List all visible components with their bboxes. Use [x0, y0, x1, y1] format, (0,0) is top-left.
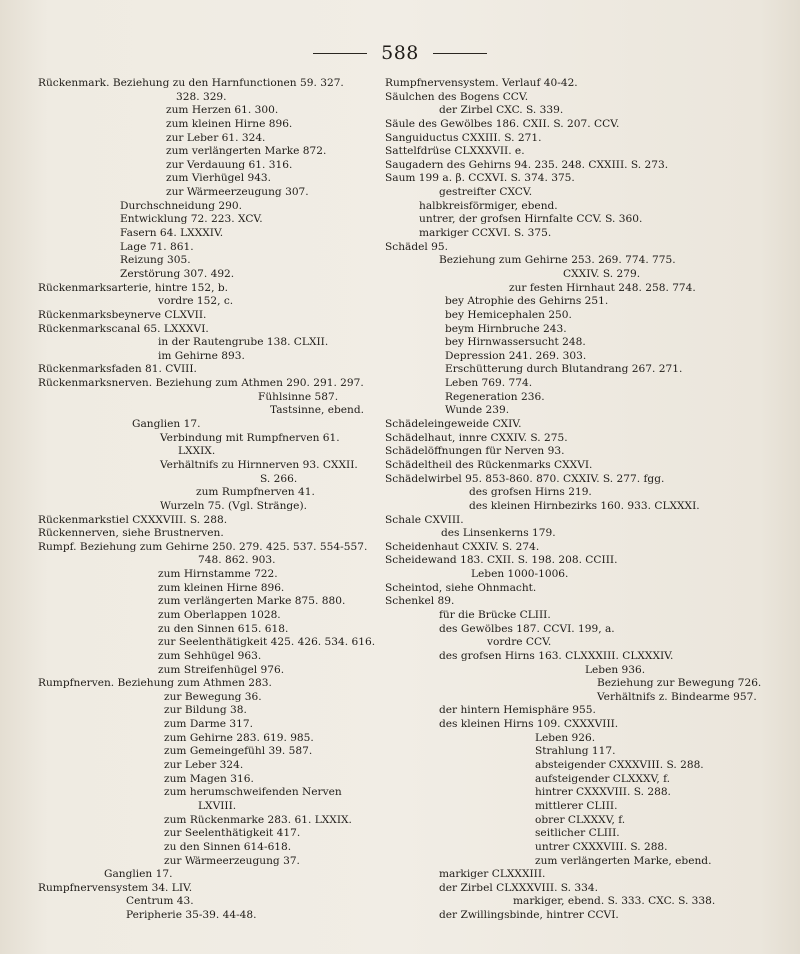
index-entry: hintrer CXXXVIII. S. 288.: [535, 786, 671, 799]
index-entry: Ganglien 17.: [104, 868, 173, 881]
page-header: [0, 40, 800, 66]
index-entry: zum Vierhügel 943.: [166, 172, 272, 185]
index-entry: Rückenmark. Beziehung zu den Harnfunctionen 59. 327.: [38, 77, 344, 89]
index-entry: des Linsenkerns 179.: [441, 527, 556, 540]
index-entry: zum Rückenmarke 283. 61. LXXIX.: [164, 813, 352, 826]
index-entry: Rückenmarksfaden 81. CVIII.: [38, 363, 197, 376]
index-entry: LXVIII.: [198, 799, 237, 812]
index-entry: Tastsinne, ebend.: [270, 404, 365, 417]
index-entry: S. 266.: [260, 472, 298, 485]
index-entry: zur Verdauung 61. 316.: [166, 158, 293, 171]
index-entry: zum Oberlappen 1028.: [158, 608, 281, 621]
index-entry: Rückenmarkscanal 65. LXXXVI.: [38, 322, 209, 335]
index-entry: zum Magen 316.: [164, 772, 254, 785]
index-entry: Schädeleingeweide CXIV.: [385, 418, 522, 431]
index-entry: des kleinen Hirns 109. CXXXVIII.: [439, 718, 619, 731]
index-entry: zum Rumpfnerven 41.: [196, 486, 315, 499]
index-entry: des Gewölbes 187. CCVI. 199, a.: [439, 622, 615, 635]
index-entry: Verbindung mit Rumpfnerven 61.: [160, 431, 340, 444]
index-entry: absteigender CXXXVIII. S. 288.: [535, 759, 704, 772]
index-entry: der Zirbel CLXXXVIII. S. 334.: [439, 881, 599, 894]
index-entry: des kleinen Hirnbezirks 160. 933. CLXXXI.: [469, 499, 700, 512]
index-entry: zum herumschweifenden Nerven: [164, 786, 342, 799]
index-entry: Fasern 64. LXXXIV.: [120, 227, 224, 240]
index-entry: markiger CCXVI. S. 375.: [419, 227, 552, 240]
index-entry: Rückenmarksarterie, hintre 152, b.: [38, 281, 228, 294]
index-entry: Rückenmarksbeynerve CLXVII.: [38, 308, 207, 321]
index-entry: Peripherie 35-39. 44-48.: [126, 909, 257, 922]
index-column-left: [38, 77, 378, 923]
index-entry: Schädelwirbel 95. 853-860. 870. CXXIV. S. 277. fgg.: [385, 472, 665, 485]
index-entry: vordre CCV.: [487, 636, 552, 649]
index-entry: zum Sehhügel 963.: [158, 649, 262, 662]
index-entry: Schenkel 89.: [385, 595, 455, 608]
index-entry: Leben 769. 774.: [445, 377, 533, 390]
index-entry: LXXIX.: [178, 445, 216, 458]
index-entry: vordre 152, c.: [158, 295, 234, 308]
index-entry: untrer CXXXVIII. S. 288.: [535, 840, 668, 853]
index-entry: Schädelöffnungen für Nerven 93.: [385, 445, 565, 458]
index-entry: zum verlängerten Marke 872.: [166, 145, 327, 158]
index-entry: Wurzeln 75. (Vgl. Stränge).: [160, 499, 307, 512]
index-entry: CXXIV. S. 279.: [563, 267, 641, 280]
index-entry: zum verlängerten Marke, ebend.: [535, 854, 712, 867]
index-entry: Scheidenhaut CXXIV. S. 274.: [385, 540, 540, 553]
index-entry: Regeneration 236.: [445, 390, 545, 403]
index-entry: Schale CXVIII.: [385, 513, 464, 526]
index-entry: zur Bewegung 36.: [164, 690, 262, 703]
index-entry: Sattelfdrüse CLXXXVII. e.: [385, 145, 525, 158]
index-entry: zur Wärmeerzeugung 37.: [164, 854, 300, 867]
index-entry: Centrum 43.: [126, 895, 194, 908]
index-entry: für die Brücke CLIII.: [439, 608, 551, 621]
index-entry: Leben 926.: [535, 731, 596, 744]
index-entry: Beziehung zur Bewegung 726.: [597, 677, 762, 690]
index-entry: der Zwillingsbinde, hintrer CCVI.: [439, 909, 619, 922]
index-entry: untrer, der grofsen Hirnfalte CCV. S. 360.: [419, 213, 643, 226]
index-entry: zur Wärmeerzeugung 307.: [166, 186, 309, 199]
index-entry: Rückenmarksnerven. Beziehung zum Athmen 290. 291. 297.: [38, 377, 364, 390]
index-entry: obrer CLXXXV, f.: [535, 813, 626, 826]
index-entry: Lage 71. 861.: [120, 240, 194, 253]
index-entry: der hintern Hemisphäre 955.: [439, 704, 596, 717]
index-entry: markiger, ebend. S. 333. CXC. S. 338.: [513, 895, 716, 908]
index-entry: mittlerer CLIII.: [535, 799, 618, 812]
index-entry: halbkreisförmiger, ebend.: [419, 199, 558, 212]
index-entry: Sanguiductus CXXIII. S. 271.: [385, 131, 542, 144]
index-entry: Verhältnifs z. Bindearme 957.: [597, 690, 757, 703]
index-entry: im Gehirne 893.: [158, 349, 245, 362]
index-entry: zum kleinen Hirne 896.: [158, 581, 285, 594]
index-entry: Depression 241. 269. 303.: [445, 349, 587, 362]
index-entry: Scheintod, siehe Ohnmacht.: [385, 581, 537, 594]
index-entry: Scheidewand 183. CXII. S. 198. 208. CCIII.: [385, 554, 618, 567]
index-entry: zur festen Hirnhaut 248. 258. 774.: [509, 281, 696, 294]
index-entry: des grofsen Hirns 219.: [469, 486, 592, 499]
index-entry: bey Atrophie des Gehirns 251.: [445, 295, 609, 308]
index-entry: zum Hirnstamme 722.: [158, 568, 278, 581]
index-entry: Leben 936.: [585, 663, 646, 676]
index-entry: Schädelhaut, innre CXXIV. S. 275.: [385, 431, 568, 444]
index-entry: zur Seelenthätigkeit 417.: [164, 827, 301, 840]
index-entry: Erschütterung durch Blutandrang 267. 271.: [445, 363, 683, 376]
index-entry: Säule des Gewölbes 186. CXII. S. 207. CCV.: [385, 117, 620, 130]
index-entry: Schädel 95.: [385, 240, 448, 253]
index-entry: zum Streifenhügel 976.: [158, 663, 285, 676]
index-entry: des grofsen Hirns 163. CLXXXIII. CLXXXIV.: [439, 649, 674, 662]
index-entry: 748. 862. 903.: [198, 554, 276, 567]
index-entry: Rumpfnervensystem 34. LIV.: [38, 881, 193, 894]
index-entry: markiger CLXXXIII.: [439, 868, 546, 881]
index-entry: zu den Sinnen 615. 618.: [158, 622, 289, 635]
index-entry: Saugadern des Gehirns 94. 235. 248. CXXIII. S. 273.: [385, 158, 669, 171]
index-entry: der Zirbel CXC. S. 339.: [439, 104, 564, 117]
index-entry: aufsteigender CLXXXV, f.: [535, 772, 670, 785]
index-entry: Rumpfnervensystem. Verlauf 40-42.: [385, 77, 578, 89]
index-entry: beym Hirnbruche 243.: [445, 322, 567, 335]
index-entry: seitlicher CLIII.: [535, 827, 620, 840]
index-entry: zur Leber 61. 324.: [166, 131, 266, 144]
index-entry: Strahlung 117.: [535, 745, 616, 758]
index-entry: Reizung 305.: [120, 254, 191, 267]
index-entry: Säulchen des Bogens CCV.: [385, 90, 529, 103]
index-entry: Verhältnifs zu Hirnnerven 93. CXXII.: [160, 458, 358, 471]
index-entry: Entwicklung 72. 223. XCV.: [120, 213, 263, 226]
page-number: 588: [381, 42, 419, 64]
index-entry: bey Hirnwassersucht 248.: [445, 336, 586, 349]
index-entry: zum Darme 317.: [164, 718, 253, 731]
index-entry: Rumpf. Beziehung zum Gehirne 250. 279. 425. 537. 554-557.: [38, 540, 368, 553]
index-entry: zum kleinen Hirne 896.: [166, 117, 293, 130]
index-entry: zu den Sinnen 614-618.: [164, 840, 292, 853]
index-column-right: [385, 77, 785, 923]
index-entry: Wunde 239.: [445, 404, 510, 417]
header-rule-left: [313, 53, 367, 54]
index-entry: Leben 1000-1006.: [471, 568, 569, 581]
index-entry: zum Gehirne 283. 619. 985.: [164, 731, 314, 744]
index-entry: Schädeltheil des Rückenmarks CXXVI.: [385, 458, 593, 471]
index-entry: gestreifter CXCV.: [439, 186, 533, 199]
index-entry: zur Bildung 38.: [164, 704, 247, 717]
index-entry: zum Gemeingefühl 39. 587.: [164, 745, 313, 758]
index-entry: 328. 329.: [176, 90, 227, 103]
header-rule-right: [433, 53, 487, 54]
index-entry: zur Seelenthätigkeit 425. 426. 534. 616.: [158, 636, 376, 649]
index-entry: Zerstörung 307. 492.: [120, 267, 235, 280]
index-entry: Beziehung zum Gehirne 253. 269. 774. 775.: [439, 254, 676, 267]
index-entry: Rückenmarkstiel CXXXVIII. S. 288.: [38, 513, 228, 526]
index-entry: bey Hemicephalen 250.: [445, 308, 572, 321]
index-entry: Durchschneidung 290.: [120, 199, 242, 212]
index-entry: in der Rautengrube 138. CLXII.: [158, 336, 329, 349]
index-entry: zum verlängerten Marke 875. 880.: [158, 595, 346, 608]
index-entry: Ganglien 17.: [132, 418, 201, 431]
index-entry: Rückennerven, siehe Brustnerven.: [38, 527, 224, 540]
index-entry: zum Herzen 61. 300.: [166, 104, 279, 117]
index-entry: Rumpfnerven. Beziehung zum Athmen 283.: [38, 677, 272, 690]
index-entry: Saum 199 a. β. CCXVI. S. 374. 375.: [385, 172, 575, 185]
index-entry: zur Leber 324.: [164, 759, 244, 772]
index-entry: Fühlsinne 587.: [258, 390, 339, 403]
